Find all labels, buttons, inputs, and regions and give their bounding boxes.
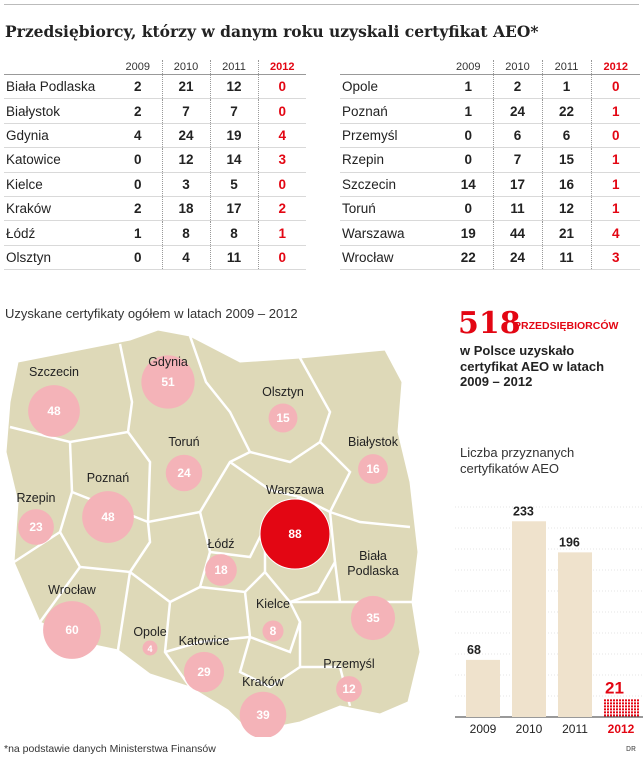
cell-2010: 24: [162, 123, 210, 147]
table-right: [340, 60, 640, 270]
cell-2010: 21: [162, 75, 210, 99]
city-name: Gdynia: [4, 123, 114, 147]
table-left: [4, 60, 306, 270]
table-header: [4, 60, 306, 75]
city-name: Wrocław: [340, 245, 444, 269]
city-name: Poznań: [340, 99, 444, 123]
cell-2011: 14: [210, 148, 258, 172]
city-label: Wrocław: [48, 583, 96, 597]
cell-2009: 0: [444, 123, 493, 147]
total-description: w Polsce uzyskało certyfikat AEO w latach 2009 – 2012: [460, 343, 605, 389]
cell-2010: 7: [162, 99, 210, 123]
bubble-value: 18: [214, 563, 228, 577]
cell-2009: 1: [114, 221, 162, 245]
cell-2009: 0: [444, 148, 493, 172]
cell-2010: 6: [493, 123, 542, 147]
table-row: [340, 123, 640, 147]
cell-2012: 1: [591, 196, 640, 220]
city-label: Rzepin: [16, 491, 56, 505]
table-row: [340, 148, 640, 172]
cell-2011: 8: [210, 221, 258, 245]
bar-value-label: 196: [559, 535, 580, 550]
map-title: Uzyskane certyfikaty ogółem w latach 2009 – 2012: [5, 306, 298, 321]
cell-2009: 1: [444, 75, 493, 99]
city-name: Toruń: [340, 196, 444, 220]
city-label: Szczecin: [28, 365, 80, 379]
bubble-value: 88: [288, 527, 302, 541]
cell-2010: 3: [162, 172, 210, 196]
city-label: Przemyśl: [323, 657, 375, 671]
city-name: Warszawa: [340, 221, 444, 245]
city-name: Opole: [340, 75, 444, 99]
table-row: [4, 99, 306, 123]
city-label: Białystok: [347, 435, 399, 449]
city-label: Opole: [133, 625, 167, 639]
table-row: [4, 196, 306, 220]
cell-2010: 11: [493, 196, 542, 220]
cell-2010: 4: [162, 245, 210, 269]
cell-2010: 18: [162, 196, 210, 220]
cell-2009: 0: [114, 148, 162, 172]
cell-2012: 0: [258, 172, 306, 196]
cell-2010: 12: [162, 148, 210, 172]
table-row: [4, 75, 306, 99]
bubble-value: 51: [161, 375, 175, 389]
bar-chart: [455, 485, 643, 740]
bubble-value: 29: [197, 665, 211, 679]
cell-2012: 0: [258, 75, 306, 99]
city-label: Gdynia: [148, 355, 188, 369]
cell-2011: 16: [542, 172, 591, 196]
bubble-value: 8: [269, 624, 277, 638]
bubble-value: 12: [342, 682, 356, 696]
bubble-value: 15: [276, 411, 290, 425]
year-header: 2010: [162, 60, 210, 75]
city-label: Biała Podlaska: [347, 549, 399, 578]
table-row: [340, 196, 640, 220]
year-header: 2009: [114, 60, 162, 75]
cell-2011: 1: [542, 75, 591, 99]
city-name: Rzepin: [340, 148, 444, 172]
cell-2012: 0: [258, 245, 306, 269]
table-row: [4, 172, 306, 196]
cell-2012: 0: [591, 123, 640, 147]
cell-2012: 0: [258, 99, 306, 123]
year-header: 2010: [493, 60, 542, 75]
cell-2012: 1: [591, 172, 640, 196]
cell-2011: 19: [210, 123, 258, 147]
year-header: 2011: [210, 60, 258, 75]
cell-2009: 14: [444, 172, 493, 196]
chart-title: Liczba przyznanych certyfikatów AEO: [460, 445, 575, 476]
bubble-value: 4: [147, 644, 153, 654]
cell-2009: 2: [114, 75, 162, 99]
cell-2009: 1: [444, 99, 493, 123]
cell-2011: 5: [210, 172, 258, 196]
cell-2010: 2: [493, 75, 542, 99]
cell-2010: 24: [493, 245, 542, 269]
city-name: Katowice: [4, 148, 114, 172]
cell-2011: 21: [542, 221, 591, 245]
cell-2012: 1: [258, 221, 306, 245]
bar-2009: [466, 660, 500, 717]
bar-value-label: 68: [467, 642, 481, 657]
cell-2009: 4: [114, 123, 162, 147]
x-tick-label: 2009: [469, 722, 497, 736]
cell-2009: 22: [444, 245, 493, 269]
cell-2011: 17: [210, 196, 258, 220]
cell-2012: 3: [258, 148, 306, 172]
table-header: [340, 60, 640, 75]
table-row: [340, 172, 640, 196]
cell-2012: 4: [591, 221, 640, 245]
cell-2009: 2: [114, 196, 162, 220]
cell-2009: 0: [444, 196, 493, 220]
city-name: Biała Podlaska: [4, 75, 114, 99]
year-header: 2011: [542, 60, 591, 75]
cell-2010: 24: [493, 99, 542, 123]
table-row: [4, 148, 306, 172]
bar-value-label: 21: [605, 678, 624, 698]
cell-2012: 4: [258, 123, 306, 147]
bubble-value: 48: [47, 404, 61, 418]
cell-2011: 11: [210, 245, 258, 269]
city-name: Łódź: [4, 221, 114, 245]
bubble-value: 24: [177, 466, 191, 480]
cell-2011: 22: [542, 99, 591, 123]
cell-2011: 15: [542, 148, 591, 172]
city-name: Przemyśl: [340, 123, 444, 147]
table-row: [340, 245, 640, 269]
city-label: Katowice: [178, 634, 230, 648]
city-name: Białystok: [4, 99, 114, 123]
poland-map: [0, 322, 440, 737]
footnote: *na podstawie danych Ministerstwa Finansów: [4, 743, 216, 755]
city-name: Szczecin: [340, 172, 444, 196]
cell-2009: 2: [114, 99, 162, 123]
year-header: 2012: [591, 60, 640, 75]
cell-2009: 19: [444, 221, 493, 245]
top-rule: [4, 4, 639, 5]
bubble-value: 39: [256, 708, 270, 722]
city-label: Łódź: [207, 537, 235, 551]
bubble-value: 48: [101, 510, 115, 524]
bubble-value: 16: [366, 462, 380, 476]
city-name: Olsztyn: [4, 245, 114, 269]
publisher-logo: ᴅʀ: [626, 743, 636, 753]
table-row: [340, 75, 640, 99]
cell-2010: 44: [493, 221, 542, 245]
table-row: [340, 221, 640, 245]
cell-2012: 0: [591, 75, 640, 99]
city-label: Poznań: [86, 471, 130, 485]
bar-2012: [604, 699, 639, 716]
cell-2011: 12: [210, 75, 258, 99]
city-name: Kielce: [4, 172, 114, 196]
cell-2009: 0: [114, 245, 162, 269]
cell-2012: 1: [591, 99, 640, 123]
city-label: Kraków: [242, 675, 284, 689]
table-row: [340, 99, 640, 123]
city-label: Toruń: [168, 435, 200, 449]
cell-2011: 12: [542, 196, 591, 220]
bubble-value: 60: [65, 623, 79, 637]
city-label: Kielce: [255, 597, 291, 611]
cell-2009: 0: [114, 172, 162, 196]
cell-2010: 17: [493, 172, 542, 196]
bar-2011: [558, 552, 592, 717]
table-row: [4, 221, 306, 245]
year-header: 2012: [258, 60, 306, 75]
cell-2012: 3: [591, 245, 640, 269]
cell-2011: 7: [210, 99, 258, 123]
cell-2010: 8: [162, 221, 210, 245]
table-row: [4, 123, 306, 147]
bubble-value: 23: [29, 520, 43, 534]
bar-2010: [512, 521, 546, 717]
page-title: Przedsiębiorcy, którzy w danym roku uzyskali certyfikat AEO*: [5, 22, 539, 41]
bubble-value: 35: [366, 611, 380, 625]
city-label: Olsztyn: [262, 385, 304, 399]
cell-2012: 2: [258, 196, 306, 220]
year-header: 2009: [444, 60, 493, 75]
cell-2010: 7: [493, 148, 542, 172]
x-tick-label: 2011: [562, 722, 588, 736]
total-unit: PRZEDSIĘBIORCÓW: [514, 320, 619, 332]
table-row: [4, 245, 306, 269]
total-count: 518: [458, 306, 521, 341]
cell-2012: 1: [591, 148, 640, 172]
cell-2011: 6: [542, 123, 591, 147]
bar-value-label: 233: [513, 504, 534, 519]
x-tick-label: 2012: [607, 722, 635, 736]
city-name: Kraków: [4, 196, 114, 220]
cell-2011: 11: [542, 245, 591, 269]
x-tick-label: 2010: [515, 722, 543, 736]
city-label: Warszawa: [266, 483, 324, 497]
